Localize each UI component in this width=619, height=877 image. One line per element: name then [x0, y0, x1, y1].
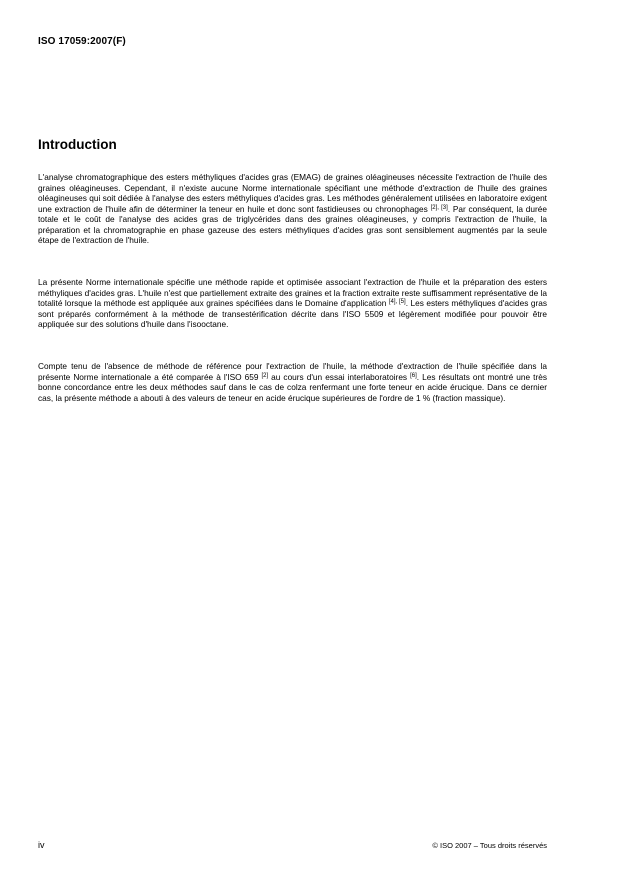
paragraph-1-text-part-2: . Par conséquent, la durée totale et le coût de l'analyse des acides gras de triglycérides dans des graines oléagineuses, y compris l'extraction de l'huile, la préparation et la chromatographie en phase gazeuse des esters méthyliques d'acides gras sont sensiblement augmentés par la seule étape de l'extraction de l'huile.	[38, 203, 547, 245]
copyright-notice: © ISO 2007 – Tous droits réservés	[432, 841, 547, 850]
section-title: Introduction	[38, 137, 117, 152]
paragraph-2	[38, 277, 547, 330]
document-identifier: ISO 17059:2007(F)	[38, 36, 126, 47]
paragraph-2-text-part-2: . Les esters méthyliques d'acides gras sont préparés conformément à la méthode de transestérification décrite dans l'ISO 5509 et légèrement modifiée pour pouvoir être appliquée sur des solutions d'huile dans l'isooctane.	[38, 298, 547, 329]
reference-citation: [3]	[441, 204, 448, 211]
paragraph-1-text-part-1: L'analyse chromatographique des esters méthyliques d'acides gras (EMAG) de graines oléagineuses nécessite l'extraction de l'huile des graines oléagineuses. Cependant, il n'existe aucune Norme internationale spécifiant une méthode d'extraction de l'huile des graines oléagineuses qui soit dédiée à l'analyse des esters méthyliques d'acides gras. Les méthodes généralement utilisées en laboratoire exigent une extraction de l'huile afin de déterminer la teneur en huile et donc sont fastidieuses ou chronophages	[38, 172, 547, 214]
paragraph-3-text-part-2: au cours d'un essai interlaboratoires	[268, 371, 411, 382]
reference-citation: [2]	[261, 372, 269, 379]
page-number: iv	[38, 840, 45, 850]
paragraph-2-text-part-1: La présente Norme internationale spécifie une méthode rapide et optimisée associant l'extraction de l'huile et la préparation des esters méthyliques d'acides gras. L'huile n'est que partiellement extraite des graines et la fraction extraite reste suffisamment représentative de la totalité lorsque la méthode est appliquée aux graines spécifiées dans le Domaine d'application	[38, 277, 547, 308]
paragraph-1	[38, 172, 547, 246]
reference-citation: [6]	[410, 372, 417, 379]
reference-separator: ,	[395, 299, 400, 305]
paragraph-3	[38, 361, 547, 403]
paragraph-3-text-part-3: . Les résultats ont montré une très bonne concordance entre les deux méthodes sauf dans le cas de colza renfermant une forte teneur en acide érucique. Dans ce dernier cas, la présente méthode a abouti à des valeurs de teneur en acide érucique supérieures de l'ordre de 1 % (fraction massique).	[38, 371, 548, 403]
reference-citation: [4]	[388, 299, 396, 305]
reference-citation: [5]	[399, 299, 406, 305]
paragraph-3-text-part-1: Compte tenu de l'absence de méthode de référence pour l'extraction de l'huile, la méthode d'extraction de l'huile spécifiée dans la présente Norme internationale a été comparée à l'ISO 659	[38, 361, 547, 382]
reference-citation: [2]	[430, 204, 438, 211]
reference-separator: ,	[437, 204, 442, 211]
